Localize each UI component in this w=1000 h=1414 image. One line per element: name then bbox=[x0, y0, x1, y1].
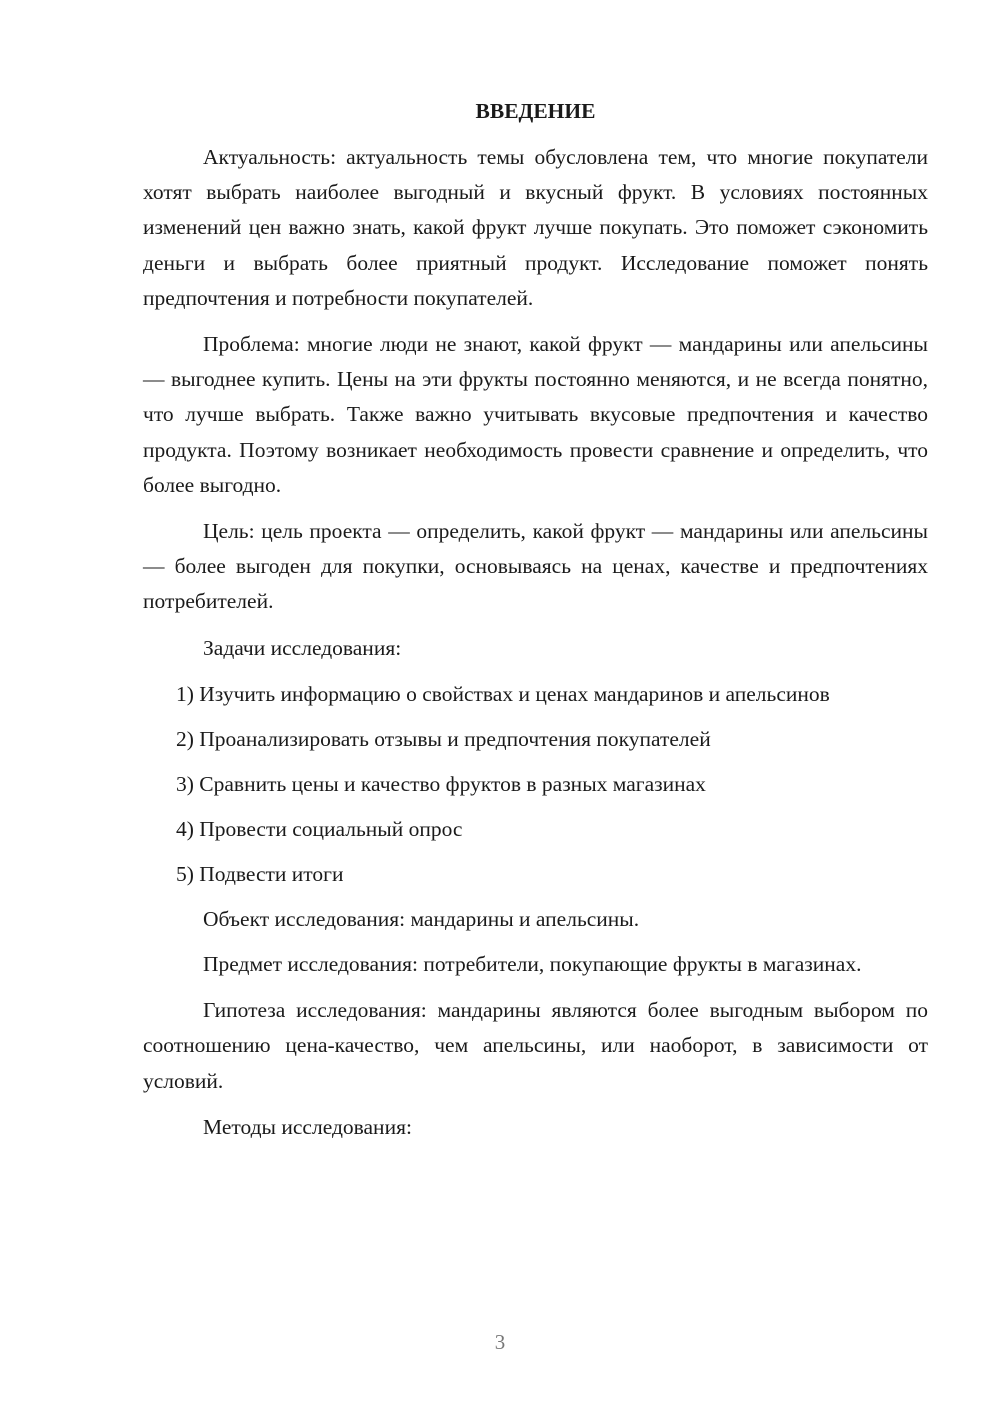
paragraph-subject: Предмет исследования: потребители, покупающие фрукты в магазинах. bbox=[203, 952, 862, 977]
paragraph-object: Объект исследования: мандарины и апельсины. bbox=[203, 906, 640, 931]
paragraph-goal: Цель: цель проекта — определить, какой фрукт — мандарины или апельсины — более выгоден для покупки, основываясь на ценах, качестве и предпочтениях потребителей. bbox=[143, 519, 928, 614]
tasks-heading: Задачи исследования: bbox=[203, 635, 402, 660]
methods-heading: Методы исследования: bbox=[203, 1114, 412, 1139]
page-number: 3 bbox=[494, 1330, 506, 1354]
section-title: ВВЕДЕНИЕ bbox=[475, 99, 596, 123]
task-item: 3) Сравнить цены и качество фруктов в разных магазинах bbox=[176, 771, 706, 796]
task-item: 1) Изучить информацию о свойствах и ценах мандаринов и апельсинов bbox=[176, 681, 830, 706]
page-content bbox=[143, 94, 928, 1155]
tasks-list bbox=[143, 677, 928, 892]
paragraph-relevance: Актуальность: актуальность темы обусловлена тем, что многие покупатели хотят выбрать наиболее выгодный и вкусный фрукт. В условиях постоянных изменений цен важно знать, какой фрукт лучше покупать. Это поможет сэкономить деньги и выбрать более приятный продукт. Исследование поможет понять предпочтения и потребности покупателей. bbox=[143, 145, 928, 310]
paragraph-hypothesis: Гипотеза исследования: мандарины являются более выгодным выбором по соотношению цена-качество, чем апельсины, или наоборот, в зависимости от условий. bbox=[143, 998, 928, 1093]
task-item: 5) Подвести итоги bbox=[176, 861, 344, 886]
task-item: 2) Проанализировать отзывы и предпочтения покупателей bbox=[176, 726, 711, 751]
paragraph-problem: Проблема: многие люди не знают, какой фрукт — мандарины или апельсины — выгоднее купить. Цены на эти фрукты постоянно меняются, и не всегда понятно, что лучше выбрать. Также важно учитывать вкусовые предпочтения и качество продукта. Поэтому возникает необходимость провести сравнение и определить, что более выгодно. bbox=[143, 332, 928, 497]
task-item: 4) Провести социальный опрос bbox=[176, 816, 463, 841]
